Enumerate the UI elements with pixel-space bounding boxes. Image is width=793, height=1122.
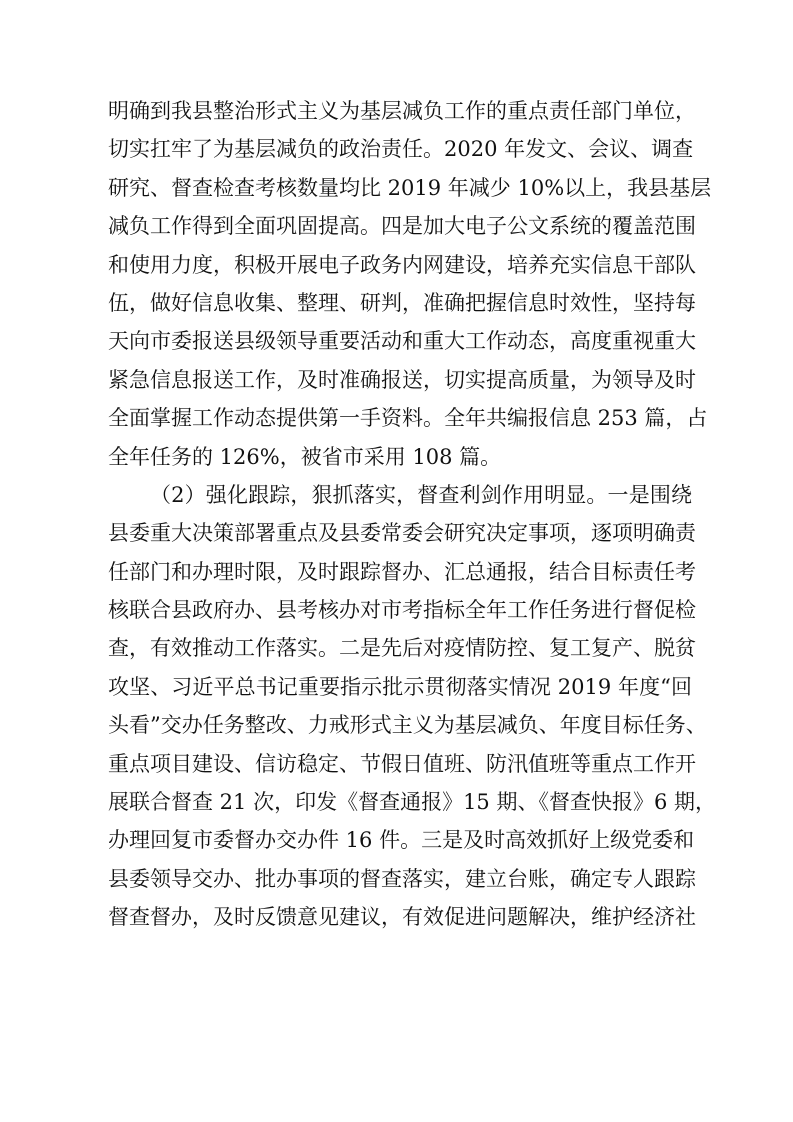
paragraph-1-line: 天向市委报送县级领导重要活动和重大工作动态，高度重视重大	[108, 329, 696, 354]
paragraph-2-line: 督查督办，及时反馈意见建议，有效促进问题解决，维护经济社	[108, 905, 696, 930]
paragraph-1-line: 全年任务的 126%，被省市采用 108 篇。	[108, 444, 502, 469]
paragraph-1-line: 明确到我县整治形式主义为基层减负工作的重点责任部门单位，	[108, 99, 696, 123]
paragraph-2-line: 任部门和办理时限，及时跟踪督办、汇总通报，结合目标责任考	[108, 559, 696, 584]
paragraph-2-line: 查，有效推动工作落实。二是先后对疫情防控、复工复产、脱贫	[108, 636, 696, 661]
paragraph-2-line: 县委领导交办、批办事项的督查落实，建立台账，确定专人跟踪	[108, 866, 696, 891]
paragraph-2-line: 头看”交办任务整改、力戒形式主义为基层减负、年度目标任务、	[108, 713, 707, 738]
paragraph-2-line: 展联合督查 21 次，印发《督查通报》15 期、《督查快报》6 期，	[108, 790, 717, 815]
paragraph-1-line: 减负工作得到全面巩固提高。四是加大电子公文系统的覆盖范围	[108, 214, 696, 239]
paragraph-2-line: 攻坚、习近平总书记重要指示批示贯彻落实情况 2019 年度“回	[108, 674, 692, 699]
paragraph-2-line: 核联合县政府办、县考核办对市考指标全年工作任务进行督促检	[108, 598, 696, 623]
paragraph-1-line: 紧急信息报送工作，及时准确报送，切实提高质量，为领导及时	[108, 367, 696, 392]
paragraph-1-line: 切实扛牢了为基层减负的政治责任。2020 年发文、会议、调查	[108, 137, 694, 162]
paragraph-1-line: 和使用力度，积极开展电子政务内网建设，培养充实信息干部队	[108, 252, 696, 277]
body-text	[108, 92, 717, 937]
paragraph-2-line: 县委重大决策部署重点及县委常委会研究决定事项，逐项明确责	[108, 521, 696, 546]
paragraph-2-line: 重点项目建设、信访稳定、节假日值班、防汛值班等重点工作开	[108, 751, 696, 776]
paragraph-2-line: 办理回复市委督办交办件 16 件。三是及时高效抓好上级党委和	[108, 828, 695, 853]
paragraph-1-line: 伍，做好信息收集、整理、研判，准确把握信息时效性，坚持每	[108, 290, 696, 315]
paragraph-1-line: 研究、督查检查考核数量均比 2019 年减少 10%以上，我县基层	[108, 175, 712, 200]
paragraph-2-line: （2）强化跟踪，狠抓落实，督查利剑作用明显。一是围绕	[150, 482, 692, 507]
paragraph-1-line: 全面掌握工作动态提供第一手资料。全年共编报信息 253 篇，占	[108, 406, 708, 431]
